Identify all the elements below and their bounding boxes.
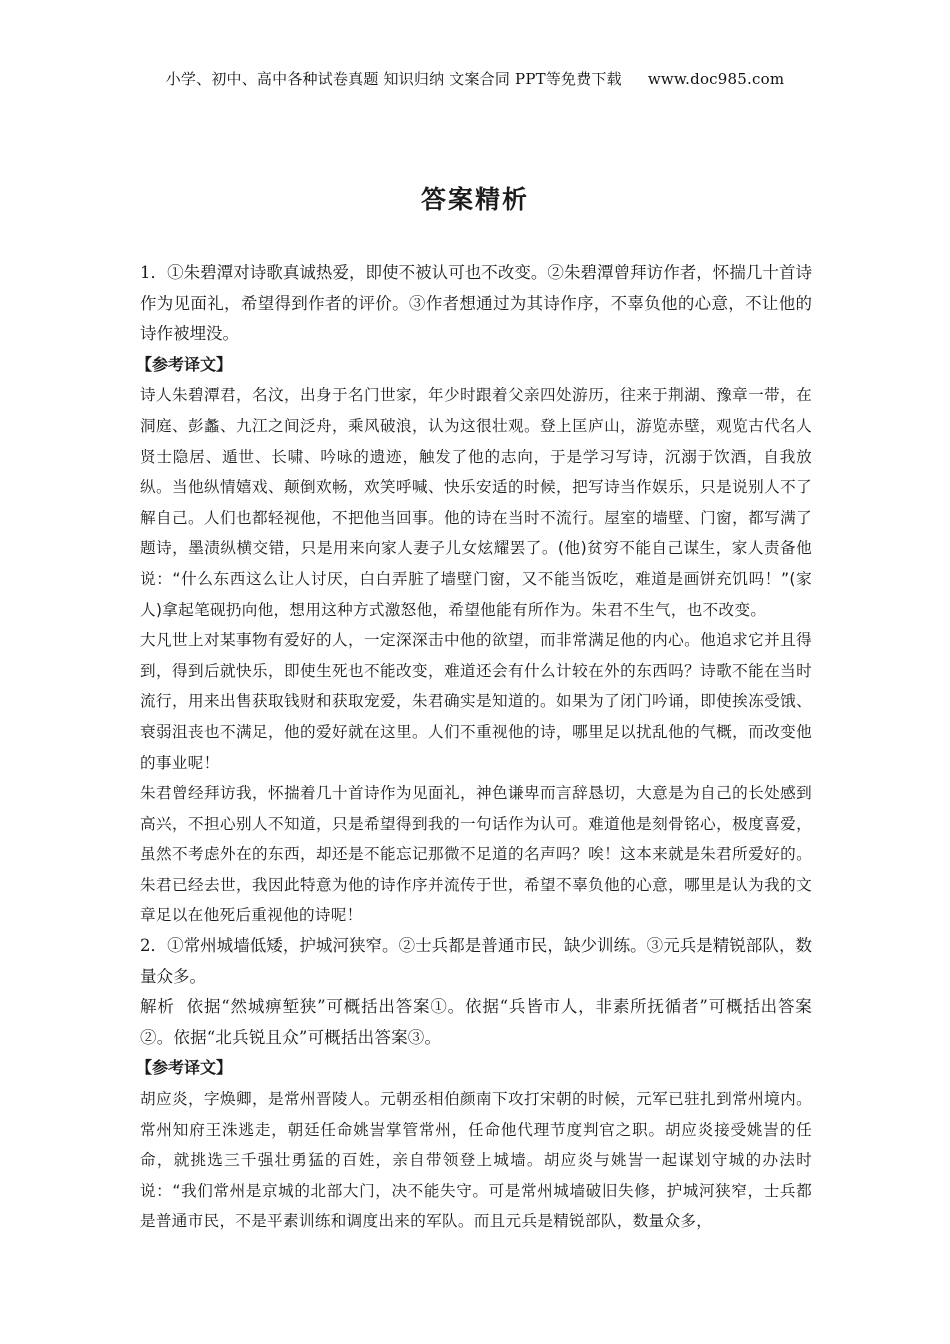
analysis-text: 依据“然城痹堑狭”可概括出答案①。依据“兵皆市人，非素所抚循者”可概括出答案②。依据“北兵锐且众”可概括出答案③。 [140,997,813,1047]
header-url[interactable]: www.doc985.com [647,70,785,88]
analysis [140,992,812,1053]
translation-paragraph: 诗人朱碧潭君，名汶，出身于名门世家，年少时跟着父亲四处游历，往来于荆湖、豫章一带，在洞庭、彭蠡、九江之间泛舟，乘风破浪，认为这很壮观。登上匡庐山，游览赤壁，观览古代名人贤士隐居、遁世、长啸、吟咏的遗迹，触发了他的志向，于是学习写诗，沉溺于饮酒，自我放纵。当他纵情嬉戏、颠倒欢畅，欢笑呼喊、快乐安适的时候，把写诗当作娱乐，只是说别人不了解自己。人们也都轻视他，不把他当回事。他的诗在当时不流行。屋室的墙壁、门窗，都写满了题诗，墨渍纵横交错，只是用来向家人妻子儿女炫耀罢了。(他)贫穷不能自己谋生，家人责备他说：“什么东西这么让人讨厌，白白弄脏了墙壁门窗，又不能当饭吃，难道是画饼充饥吗！”(家人)拿起笔砚扔向他，想用这种方式激怒他，希望他能有所作为。朱君不生气，也不改变。 [140,386,812,619]
translation-paragraph: 朱君曾经拜访我，怀揣着几十首诗作为见面礼，神色谦卑而言辞恳切，大意是为自己的长处感到高兴，不担心别人不知道，只是希望得到我的一句话作为认可。难道他是刻骨铭心，极度喜爱，虽然不考虑外在的东西，却还是不能忘记那微不足道的名声吗？唉！这本来就是朱君所爱好的。朱君已经去世，我因此特意为他的诗作序并流传于世，希望不辜负他的心意，哪里是认为我的文章足以在他死后重视他的诗呢！ [140,784,812,925]
analysis-label: 解析 [140,997,175,1017]
reference-translation-heading: 【参考译文】 [136,354,233,374]
translation-paragraph: 胡应炎，字焕卿，是常州晋陵人。元朝丞相伯颜南下攻打宋朝的时候，元军已驻扎到常州境内。常州知府王洙逃走，朝廷任命姚訔掌管常州，任命他代理节度判官之职。胡应炎接受姚訔的任命，就挑选三千强壮勇猛的百姓，亲自带领登上城墙。胡应炎与姚訔一起谋划守城的办法时说：“我们常州是京城的北部大门，决不能失守。可是常州城墙破旧失修，护城河狭窄，士兵都是普通市民，不是平素训练和调度出来的军队。而且元兵是精锐部队，数量众多， [140,1090,812,1231]
document-body [136,258,813,1237]
header-text: 小学、初中、高中各种试卷真题 知识归纳 文案合同 PPT等免费下载 [165,70,622,88]
answer-2: 2．①常州城墙低矮，护城河狭窄。②士兵都是普通市民，缺少训练。③元兵是精锐部队，数量众多。 [140,936,812,986]
page-title: 答案精析 [420,185,529,214]
answer-1: 1．①朱碧潭对诗歌真诚热爱，即使不被认可也不改变。②朱碧潭曾拜访作者，怀揣几十首诗作为见面礼，希望得到作者的评价。③作者想通过为其诗作序，不辜负他的心意，不让他的诗作被埋没。 [140,263,812,344]
translation-paragraph: 大凡世上对某事物有爱好的人，一定深深击中他的欲望，而非常满足他的内心。他追求它并且得到，得到后就快乐，即使生死也不能改变，难道还会有什么计较在外的东西吗？诗歌不能在当时流行，用来出售获取钱财和获取宠爱，朱君确实是知道的。如果为了闭门吟诵，即使挨冻受饿、衰弱沮丧也不满足，他的爱好就在这里。人们不重视他的诗，哪里足以扰乱他的气概，而改变他的事业呢！ [140,631,812,772]
page-header [0,68,950,89]
reference-translation-heading: 【参考译文】 [136,1058,233,1078]
